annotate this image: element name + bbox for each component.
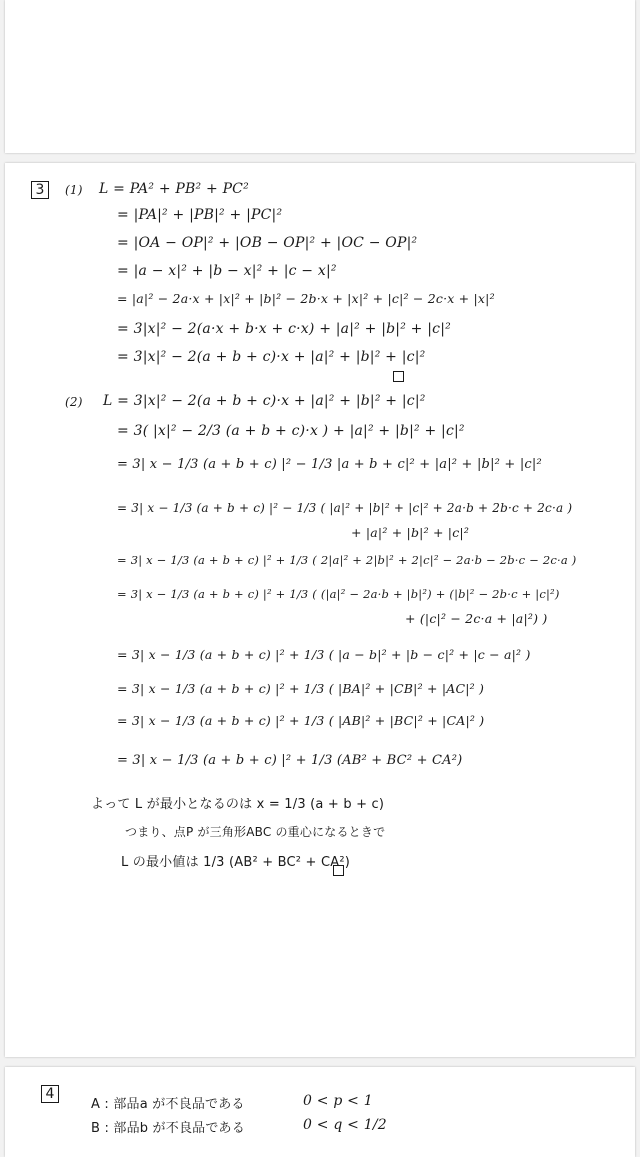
p1-line-2: = |OA − OP|² + |OB − OP|² + |OC − OP|² [117, 235, 418, 251]
next-page [5, 1067, 635, 1157]
p2-line-4: + |a|² + |b|² + |c|² [351, 525, 470, 540]
solution-page [5, 163, 635, 1057]
part1-label: (1) [65, 183, 83, 197]
p1-line-1: = |PA|² + |PB|² + |PC|² [117, 207, 283, 223]
p2-line-5: = 3| x − 1/3 (a + b + c) |² + 1/3 ( 2|a|² + 2|b|² + 2|c|² − 2a·b − 2b·c − 2c·a ) [117, 553, 577, 567]
p4-cond-0: 0 < p < 1 [303, 1093, 373, 1109]
p2-line-7: + (|c|² − 2c·a + |a|²) ) [405, 611, 548, 626]
p1-line-5: = 3|x|² − 2(a·x + b·x + c·x) + |a|² + |b|² + |c|² [117, 321, 451, 337]
p2-line-10: = 3| x − 1/3 (a + b + c) |² + 1/3 ( |AB|² + |BC|² + |CA|² ) [117, 713, 485, 728]
previous-page [5, 0, 635, 153]
conclusion-line-1: つまり、点P が三角形ABC の重心になるときで [125, 825, 386, 839]
p2-line-11: = 3| x − 1/3 (a + b + c) |² + 1/3 (AB² + BC² + CA²) [117, 753, 463, 768]
p4-line-0: A : 部品a が不良品である [91, 1097, 245, 1112]
problem-number-box: 3 [31, 181, 49, 199]
problem-number-box-4: 4 [41, 1085, 59, 1103]
conclusion-line-0: よって L が最小となるのは x = 1/3 (a + b + c) [91, 797, 385, 812]
qed-mark [393, 371, 404, 382]
p1-line-0: L = PA² + PB² + PC² [99, 181, 249, 197]
part2-label: (2) [65, 395, 83, 409]
p2-line-0: L = 3|x|² − 2(a + b + c)·x + |a|² + |b|² + |c|² [103, 393, 426, 409]
p2-line-1: = 3( |x|² − 2/3 (a + b + c)·x ) + |a|² + |b|² + |c|² [117, 423, 465, 439]
p2-line-9: = 3| x − 1/3 (a + b + c) |² + 1/3 ( |BA|² + |CB|² + |AC|² ) [117, 681, 485, 696]
p2-line-3: = 3| x − 1/3 (a + b + c) |² − 1/3 ( |a|² + |b|² + |c|² + 2a·b + 2b·c + 2c·a ) [117, 501, 573, 515]
p2-line-8: = 3| x − 1/3 (a + b + c) |² + 1/3 ( |a − b|² + |b − c|² + |c − a|² ) [117, 647, 531, 662]
p2-line-2: = 3| x − 1/3 (a + b + c) |² − 1/3 |a + b + c|² + |a|² + |b|² + |c|² [117, 457, 542, 472]
p1-line-3: = |a − x|² + |b − x|² + |c − x|² [117, 263, 337, 279]
p2-line-6: = 3| x − 1/3 (a + b + c) |² + 1/3 ( (|a|² − 2a·b + |b|²) + (|b|² − 2b·c + |c|²) [117, 587, 560, 601]
p1-line-6: = 3|x|² − 2(a + b + c)·x + |a|² + |b|² + |c|² [117, 349, 426, 365]
qed-mark-2 [333, 865, 344, 876]
p1-line-4: = |a|² − 2a·x + |x|² + |b|² − 2b·x + |x|² + |c|² − 2c·x + |x|² [117, 291, 495, 306]
p4-cond-1: 0 < q < 1/2 [303, 1117, 387, 1133]
conclusion-line-2: L の最小値は 1/3 (AB² + BC² + CA²) [121, 855, 351, 870]
p4-line-1: B : 部品b が不良品である [91, 1121, 245, 1136]
